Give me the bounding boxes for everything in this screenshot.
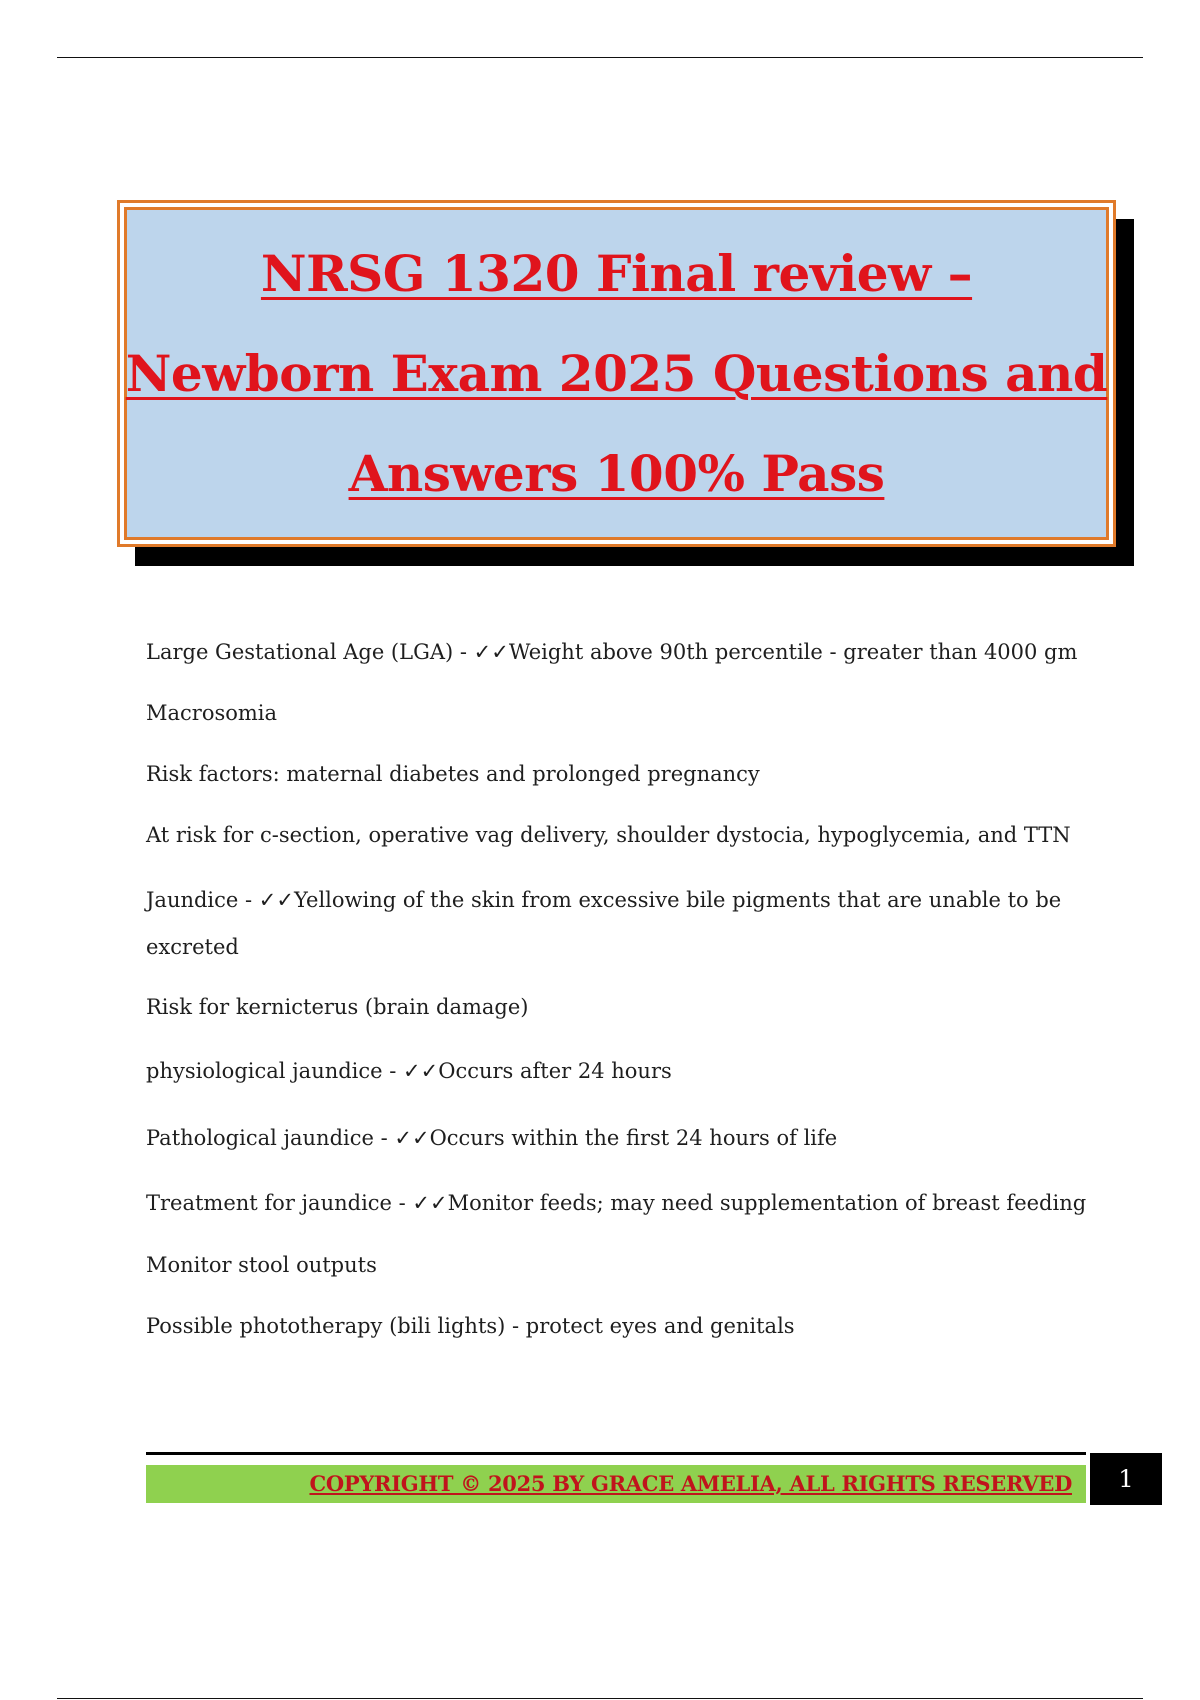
paragraph-kernicterus: Risk for kernicterus (brain damage)	[146, 995, 529, 1019]
title-box	[117, 200, 1116, 547]
footer-bar	[146, 1465, 1086, 1503]
bottom-rule	[57, 1698, 1143, 1699]
paragraph-macrosomia: Macrosomia	[146, 701, 278, 725]
paragraph-jaundice: Jaundice - ✓✓Yellowing of the skin from excessive bile pigments that are unable to be excreted	[146, 888, 1062, 959]
paragraph-treatment-jaundice: Treatment for jaundice - ✓✓Monitor feeds; may need supplementation of breast feeding	[146, 1191, 1087, 1215]
footer-rule	[146, 1452, 1086, 1455]
paragraph-physiological-jaundice: physiological jaundice - ✓✓Occurs after 24 hours	[146, 1059, 672, 1083]
top-rule	[57, 57, 1143, 58]
paragraph-stool-outputs: Monitor stool outputs	[146, 1253, 377, 1277]
page-number: 1	[1090, 1453, 1162, 1505]
copyright-text: COPYRIGHT © 2025 BY GRACE AMELIA, ALL RIGHTS RESERVED	[309, 1471, 1072, 1496]
paragraph-lga: Large Gestational Age (LGA) - ✓✓Weight above 90th percentile - greater than 4000 gm	[146, 640, 1078, 664]
paragraph-at-risk: At risk for c-section, operative vag delivery, shoulder dystocia, hypoglycemia, and TTN	[146, 823, 1071, 847]
title-box-inner	[124, 207, 1109, 540]
paragraph-phototherapy: Possible phototherapy (bili lights) - protect eyes and genitals	[146, 1314, 795, 1338]
paragraph-pathological-jaundice: Pathological jaundice - ✓✓Occurs within the first 24 hours of life	[146, 1126, 838, 1150]
title-line-1: NRSG 1320 Final review –	[260, 243, 973, 303]
title-line-2: Newborn Exam 2025 Questions and	[125, 343, 1108, 403]
paragraph-risk-factors: Risk factors: maternal diabetes and prolonged pregnancy	[146, 762, 760, 786]
title-line-3: Answers 100% Pass	[348, 443, 885, 503]
